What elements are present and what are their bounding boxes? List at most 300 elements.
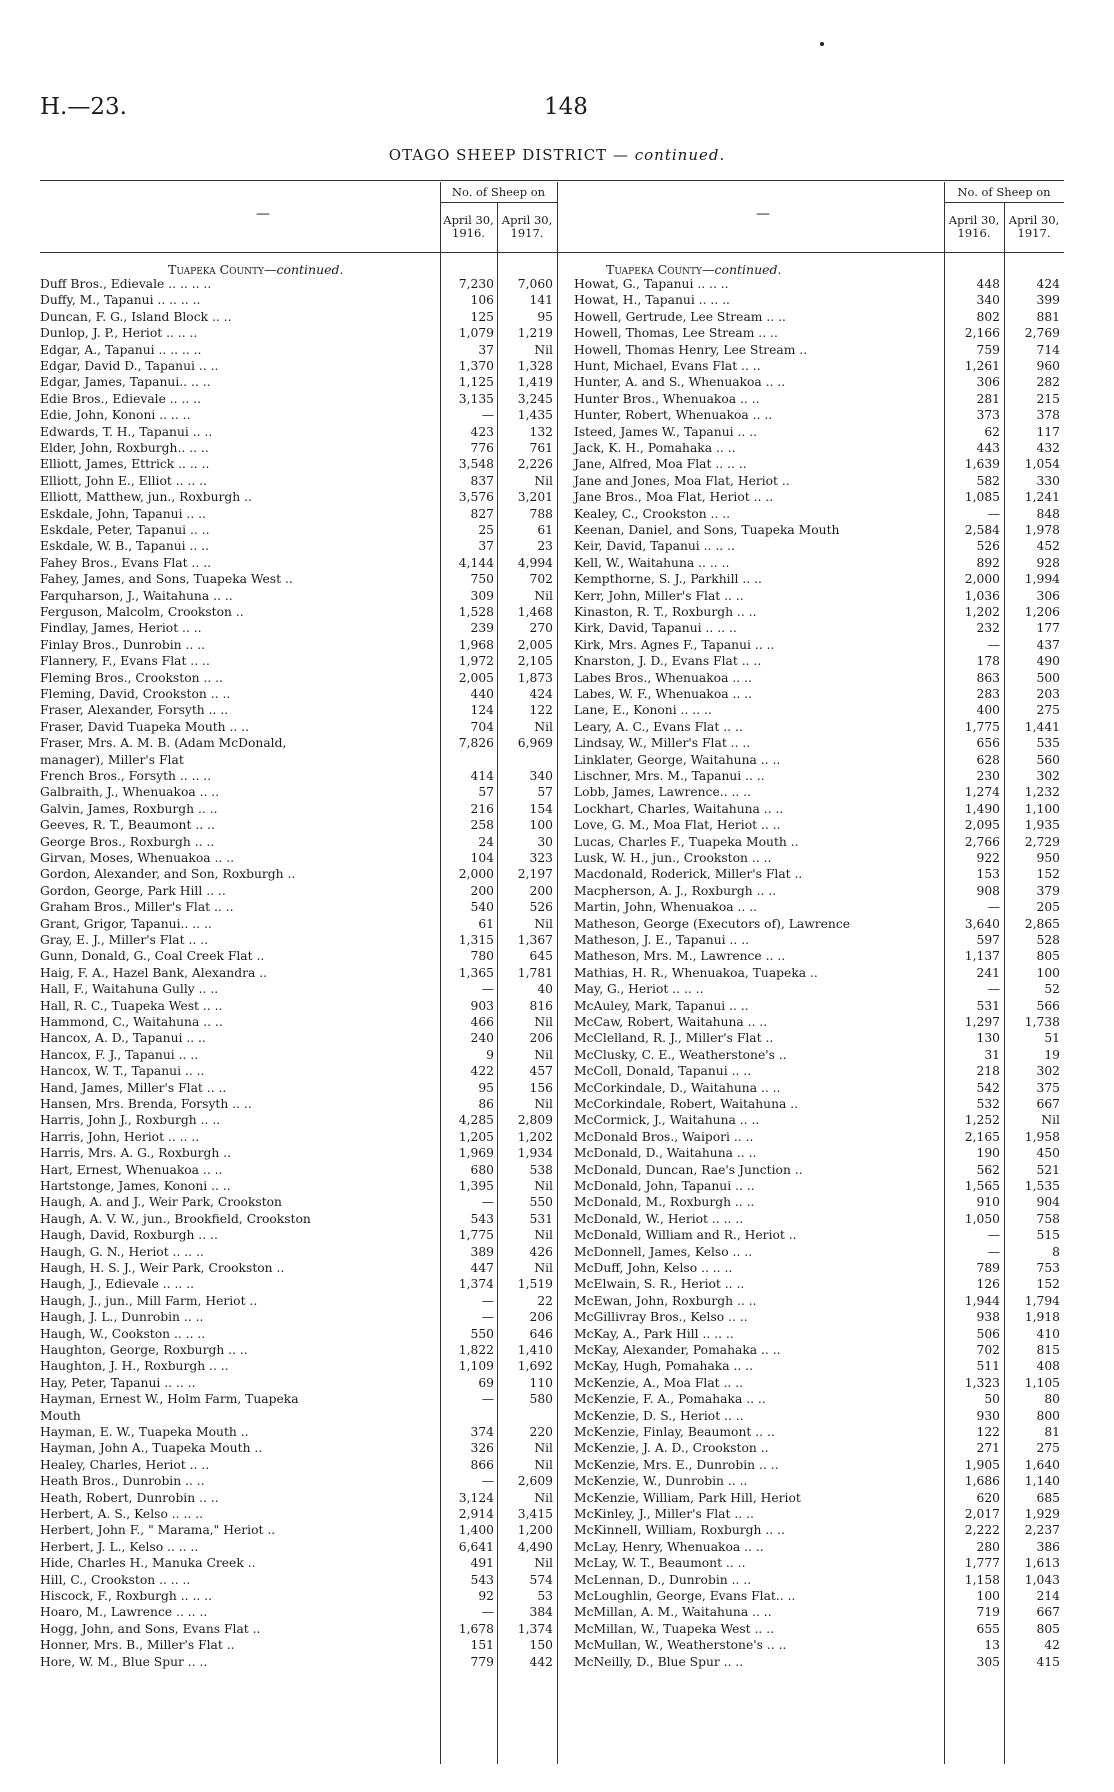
table-row [574, 801, 1064, 817]
owner-name: McElwain, S. R., Heriot .. .. [574, 1277, 745, 1292]
sheep-1917: 2,609 [517, 1474, 553, 1489]
owner-name: McKenzie, W., Dunrobin .. .. [574, 1474, 748, 1489]
table-row [574, 1030, 1064, 1046]
sheep-1916: 440 [470, 687, 494, 701]
table-row [40, 309, 557, 325]
table-row [40, 1440, 557, 1456]
owner-name: McDonald Bros., Waipori .. .. [574, 1129, 754, 1144]
sheep-1917: 1,419 [517, 375, 553, 390]
table-row [40, 817, 557, 833]
table-row [40, 1424, 557, 1440]
owner-name: Hayman, John A., Tuapeka Mouth .. [40, 1441, 263, 1456]
owner-name: Keenan, Daniel, and Sons, Tuapeka Mouth [574, 523, 840, 537]
sheep-1916: 719 [976, 1605, 1000, 1620]
sheep-1917: 275 [1036, 1441, 1060, 1456]
owner-name: Gordon, George, Park Hill .. .. [40, 883, 226, 898]
owner-name: McGillivray Bros., Kelso .. .. [574, 1310, 748, 1325]
table-row [40, 1588, 557, 1604]
sheep-1916: 506 [976, 1326, 1000, 1341]
owner-name: Howell, Thomas, Lee Stream .. .. [574, 326, 778, 341]
sheep-1916: 1,036 [964, 588, 1000, 603]
table-row [40, 784, 557, 800]
owner-name: Jane Bros., Moa Flat, Heriot .. .. [574, 490, 774, 505]
sheep-1916: 908 [976, 883, 1000, 898]
owner-name: Howell, Gertrude, Lee Stream .. .. [574, 309, 786, 324]
table-row [40, 998, 557, 1014]
table-row [574, 1440, 1064, 1456]
table-row [40, 1342, 557, 1358]
owner-name: McKenzie, A., Moa Flat .. .. [574, 1375, 744, 1390]
table-row [574, 1473, 1064, 1489]
sheep-1916: 702 [976, 1343, 1000, 1357]
table-row [40, 1063, 557, 1079]
table-row [40, 1227, 557, 1243]
sheep-1916: 1,274 [964, 785, 1000, 800]
table-row [574, 670, 1064, 686]
sheep-1916: 218 [976, 1064, 1000, 1079]
table-row [574, 374, 1064, 390]
sheep-1917: 1,100 [1024, 801, 1060, 816]
owner-name: Matheson, George (Executors of), Lawrence [574, 916, 851, 931]
owner-name: Hall, F., Waitahuna Gully .. .. [40, 982, 219, 997]
table-row [574, 391, 1064, 407]
table-row [574, 1604, 1064, 1620]
sheep-1916: 1,137 [964, 949, 1000, 964]
sheep-1916: 1,365 [458, 965, 494, 980]
owner-name: Heath Bros., Dunrobin .. .. [40, 1474, 205, 1489]
table-row [574, 686, 1064, 702]
table-row [40, 555, 557, 571]
owner-name: Elliott, Matthew, jun., Roxburgh .. [40, 490, 252, 505]
owner-name: McColl, Donald, Tapanui .. .. [574, 1064, 752, 1079]
sheep-1916: 802 [976, 309, 1000, 324]
sheep-1916: 1,158 [964, 1572, 1000, 1587]
owner-name: McKenzie, D. S., Heriot .. .. [574, 1408, 744, 1423]
sheep-1917: 52 [1044, 982, 1060, 997]
sheep-1917: 330 [1036, 473, 1060, 488]
owner-name: Hammond, C., Waitahuna .. .. [40, 1015, 223, 1029]
owner-name: Grant, Grigor, Tapanui.. .. .. [40, 916, 212, 931]
sheep-1916: 759 [976, 342, 1000, 357]
table-row [574, 1621, 1064, 1637]
sheep-1916: 532 [976, 1097, 1000, 1111]
table-row [574, 1129, 1064, 1145]
owner-name: Martin, John, Whenuakoa .. .. [574, 900, 758, 915]
table-row [574, 998, 1064, 1014]
table-row [574, 1588, 1064, 1604]
sheep-1916: 1,969 [458, 1146, 494, 1161]
table-row [574, 653, 1064, 669]
owner-name: Duffy, M., Tapanui .. .. .. .. [40, 293, 201, 308]
sheep-1917: 2,197 [517, 867, 553, 882]
owner-name: Kempthorne, S. J., Parkhill .. .. [574, 572, 762, 587]
sheep-1916: 2,222 [964, 1523, 1000, 1538]
table-row [574, 571, 1064, 587]
owner-name: Lindsay, W., Miller's Flat .. .. [574, 736, 751, 751]
sheep-1917: 1,200 [517, 1523, 553, 1538]
left-col2-header: April 30, 1917. [501, 213, 553, 240]
table-row [40, 735, 557, 751]
sheep-1917: 1,468 [517, 605, 553, 619]
title-continued: continued. [634, 146, 726, 164]
table-row [40, 1178, 557, 1194]
sheep-1916: 153 [976, 867, 1000, 882]
sheep-1916: 443 [976, 441, 1000, 455]
sheep-1917: 490 [1036, 654, 1060, 669]
sheep-1916: 620 [976, 1490, 1000, 1505]
sheep-1917: 302 [1036, 769, 1060, 783]
sheep-1917: Nil [534, 1441, 553, 1456]
sheep-1916: 2,766 [964, 834, 1000, 849]
sheep-1916: 1,686 [964, 1474, 1000, 1489]
sheep-1917: 22 [537, 1293, 553, 1308]
sheep-1917: 408 [1036, 1359, 1060, 1374]
sheep-1917: Nil [534, 916, 553, 931]
sheep-1916: 531 [976, 998, 1000, 1013]
sheep-1916: 562 [976, 1162, 1000, 1177]
owner-name: McDonald, Duncan, Rae's Junction .. [574, 1162, 803, 1177]
sheep-1917: 526 [529, 900, 553, 915]
table-row [40, 374, 557, 390]
sheep-1917: 379 [1036, 883, 1060, 898]
sheep-1917: 4,994 [517, 555, 553, 570]
table-row [574, 1047, 1064, 1063]
sheep-1916: 414 [470, 769, 494, 783]
sheep-1916: 448 [976, 277, 1000, 291]
owner-name: McKinnell, William, Roxburgh .. .. [574, 1523, 785, 1538]
sheep-1917: 375 [1036, 1080, 1060, 1095]
sheep-1917: 1,535 [1024, 1179, 1060, 1193]
owner-name: Kerr, John, Miller's Flat .. .. [574, 588, 744, 603]
sheep-1916: 750 [470, 572, 494, 587]
sheep-1916: 95 [478, 1080, 494, 1095]
owner-name: McDuff, John, Kelso .. .. .. [574, 1261, 733, 1275]
table-row [574, 1112, 1064, 1128]
owner-name: Haugh, J., Edievale .. .. .. [40, 1277, 195, 1292]
sheep-1916: 1,374 [458, 1277, 494, 1292]
sheep-1917: 2,865 [1024, 916, 1060, 931]
owner-name: Haugh, W., Cookston .. .. .. [40, 1326, 206, 1341]
sheep-1916: 1,323 [964, 1375, 1000, 1390]
sheep-1916: 1,395 [458, 1179, 494, 1193]
table-row [40, 1522, 557, 1538]
owner-name: McClelland, R. J., Miller's Flat .. [574, 1031, 774, 1046]
table-row [574, 1375, 1064, 1391]
table-row [574, 1293, 1064, 1309]
table-row [574, 424, 1064, 440]
sheep-1917: 848 [1036, 506, 1060, 521]
left-name-header: — [256, 206, 270, 222]
sheep-1916: 930 [976, 1408, 1000, 1423]
sheep-1916: 122 [976, 1425, 1000, 1439]
sheep-1916: 3,576 [458, 490, 494, 505]
owner-name: Galvin, James, Roxburgh .. .. [40, 801, 218, 816]
sheep-1917: 424 [1036, 277, 1060, 291]
sheep-1917: 881 [1036, 309, 1060, 324]
owner-name: Lucas, Charles F., Tuapeka Mouth .. [574, 834, 799, 849]
sheep-1916: 100 [976, 1589, 1000, 1603]
table-row [40, 801, 557, 817]
table-row [574, 1096, 1064, 1112]
sheep-1917: 1,374 [517, 1621, 553, 1636]
sheep-1917: 685 [1036, 1490, 1060, 1505]
owner-name: Eskdale, John, Tapanui .. .. [40, 506, 206, 521]
table-row [574, 850, 1064, 866]
sheep-1917: 1,613 [1024, 1556, 1060, 1571]
owner-name: Kirk, David, Tapanui .. .. .. [574, 621, 737, 636]
sheep-1917: Nil [534, 1179, 553, 1193]
table-row [574, 1555, 1064, 1571]
owner-name: Leary, A. C., Evans Flat .. .. [574, 719, 743, 734]
sheep-1916: — [481, 408, 494, 423]
owner-name: Herbert, J. L., Kelso .. .. .. [40, 1539, 199, 1554]
table-row [40, 932, 557, 948]
sheep-1916: 422 [470, 1064, 494, 1079]
sheep-1917: 531 [529, 1211, 553, 1226]
sheep-1916: — [987, 1228, 1000, 1243]
owner-name: Hoaro, M., Lawrence .. .. .. [40, 1605, 208, 1620]
owner-name: Hayman, Ernest W., Holm Farm, Tuapeka [40, 1392, 299, 1407]
table-row [40, 686, 557, 702]
owner-name: Lane, E., Kononi .. .. .. [574, 703, 712, 718]
owner-name: Jack, K. H., Pomahaka .. .. [574, 441, 736, 455]
table-row [574, 899, 1064, 915]
sheep-1917: 386 [1036, 1539, 1060, 1554]
owner-name: Finlay Bros., Dunrobin .. .. [40, 637, 206, 652]
sheep-1916: — [987, 637, 1000, 652]
sheep-1917: 95 [537, 309, 553, 324]
table-row [40, 948, 557, 964]
sheep-1916: 1,202 [964, 605, 1000, 619]
table-row [40, 768, 557, 784]
sheep-1917: 1,873 [517, 670, 553, 685]
sheep-1917: 3,415 [517, 1507, 553, 1521]
sheep-1917: 19 [1044, 1047, 1060, 1062]
owner-name: Lusk, W. H., jun., Crookston .. .. [574, 851, 772, 865]
table-row [574, 735, 1064, 751]
sheep-1917: 515 [1036, 1228, 1060, 1243]
sheep-1916: 104 [470, 851, 494, 865]
sheep-1916: 779 [470, 1654, 494, 1669]
header-top-rule [40, 180, 1064, 181]
owner-name: Kinaston, R. T., Roxburgh .. .. [574, 605, 757, 619]
sheep-1916: 1,639 [964, 457, 1000, 472]
owner-name: Gordon, Alexander, and Son, Roxburgh .. [40, 867, 296, 882]
owner-name: Kealey, C., Crookston .. .. [574, 506, 731, 521]
sheep-1917: 215 [1036, 391, 1060, 406]
sheep-1916: 1,777 [964, 1556, 1000, 1571]
sheep-1917: 1,202 [517, 1129, 553, 1144]
sheep-1917: 645 [529, 949, 553, 964]
sheep-1916: 50 [984, 1392, 1000, 1407]
sheep-1917: 535 [1036, 736, 1060, 751]
owner-name: Edgar, James, Tapanui.. .. .. [40, 375, 211, 390]
sheep-1916: 704 [470, 719, 494, 734]
sheep-1917: 646 [529, 1326, 553, 1341]
sheep-1917: 1,219 [517, 326, 553, 341]
sheep-1917: 800 [1036, 1408, 1060, 1423]
owner-name: Jane and Jones, Moa Flat, Heriot .. [574, 473, 790, 488]
owner-name: Hand, James, Miller's Flat .. .. [40, 1080, 227, 1095]
sheep-1917: Nil [534, 1015, 553, 1029]
sheep-1917: 200 [529, 883, 553, 898]
table-row [574, 1227, 1064, 1243]
table-row [574, 866, 1064, 882]
sheep-1917: 1,958 [1024, 1129, 1060, 1144]
sheep-1916: 37 [478, 342, 494, 357]
sheep-1917: 2,005 [517, 637, 553, 652]
sheep-1916: 827 [470, 506, 494, 521]
table-row [40, 588, 557, 604]
header-bottom-rule [40, 252, 1064, 253]
table-row [40, 1391, 557, 1407]
owner-name: McLay, W. T., Beaumont .. .. [574, 1556, 746, 1571]
table-row [40, 571, 557, 587]
sheep-1917: 302 [1036, 1064, 1060, 1079]
sheep-1916: 628 [976, 752, 1000, 767]
table-row [574, 1637, 1064, 1653]
table-row [40, 1194, 557, 1210]
table-row [574, 276, 1064, 292]
owner-name: Edie Bros., Edievale .. .. .. [40, 391, 202, 406]
owner-name: Fleming Bros., Crookston .. .. [40, 670, 223, 685]
sheep-1917: Nil [534, 342, 553, 357]
sheep-1916: 69 [478, 1375, 494, 1390]
owner-name: Flannery, F., Evans Flat .. .. [40, 654, 210, 669]
owner-name: Girvan, Moses, Whenuakoa .. .. [40, 851, 235, 865]
owner-name: Hansen, Mrs. Brenda, Forsyth .. .. [40, 1097, 252, 1111]
owner-name: Matheson, J. E., Tapanui .. .. [574, 933, 750, 947]
table-row [40, 702, 557, 718]
owner-name: Hiscock, F., Roxburgh .. .. .. [40, 1589, 212, 1603]
sheep-1916: 6,641 [458, 1539, 494, 1554]
sheep-1916: 1,297 [964, 1015, 1000, 1029]
sheep-1916: 680 [470, 1162, 494, 1177]
owner-name: Duff Bros., Edievale .. .. .. .. [40, 277, 212, 291]
left-group-header: No. of Sheep on [451, 185, 546, 199]
owner-name: McMillan, A. M., Waitahuna .. .. [574, 1605, 772, 1620]
table-row [574, 1063, 1064, 1079]
table-row [40, 752, 557, 768]
sheep-1916: — [987, 900, 1000, 915]
table-row [574, 752, 1064, 768]
owner-name: Haugh, J. L., Dunrobin .. .. [40, 1310, 204, 1325]
sheep-1917: 788 [529, 506, 553, 521]
sheep-1917: 2,769 [1024, 326, 1060, 341]
table-row [574, 1654, 1064, 1670]
sheep-1916: 13 [984, 1638, 1000, 1653]
owner-name: Hide, Charles H., Manuka Creek .. [40, 1556, 256, 1571]
table-row [574, 1244, 1064, 1260]
table-row [574, 1276, 1064, 1292]
sheep-1916: 2,095 [964, 818, 1000, 833]
sheep-1917: 1,692 [517, 1359, 553, 1374]
table-row [40, 1539, 557, 1555]
table-row [574, 1391, 1064, 1407]
owner-name: Dunlop, J. P., Heriot .. .. .. [40, 326, 198, 341]
owner-name: Fleming, David, Crookston .. .. [40, 687, 231, 701]
table-row [40, 1293, 557, 1309]
table-row [574, 1424, 1064, 1440]
sheep-1916: 306 [976, 375, 1000, 390]
table-row [40, 1457, 557, 1473]
table-row [574, 1260, 1064, 1276]
sheep-1916: 1,085 [964, 490, 1000, 505]
owner-name: Hill, C., Crookston .. .. .. [40, 1572, 191, 1587]
table-row [574, 932, 1064, 948]
sheep-1916: — [481, 982, 494, 997]
table-row [40, 1112, 557, 1128]
owner-name: Hunter Bros., Whenuakoa .. .. [574, 391, 760, 406]
table-row [40, 1326, 557, 1342]
owner-name: Matheson, Mrs. M., Lawrence .. .. [574, 949, 786, 964]
owner-name: McKenzie, J. A. D., Crookston .. [574, 1441, 769, 1456]
owner-name: Howell, Thomas Henry, Lee Stream .. [574, 342, 808, 357]
table-row [40, 538, 557, 554]
sheep-1916: 543 [470, 1211, 494, 1226]
sheep-1917: 80 [1044, 1392, 1060, 1407]
sheep-1917: 100 [1036, 965, 1060, 980]
table-row [40, 1309, 557, 1325]
owner-name: McDonald, John, Tapanui .. .. [574, 1179, 755, 1193]
sheep-1917: 424 [529, 687, 553, 701]
sheep-1917: 950 [1036, 851, 1060, 865]
sheep-1916: 550 [470, 1326, 494, 1341]
table-row [40, 1129, 557, 1145]
owner-name: McDonald, D., Waitahuna .. .. [574, 1146, 757, 1161]
table-row [574, 784, 1064, 800]
sheep-1916: 125 [470, 309, 494, 324]
owner-name: McKay, A., Park Hill .. .. .. [574, 1326, 734, 1341]
table-row [574, 1309, 1064, 1325]
sheep-1917: Nil [534, 1556, 553, 1571]
sheep-1916: 543 [470, 1572, 494, 1587]
owner-name: Kirk, Mrs. Agnes F., Tapanui .. .. [574, 637, 775, 652]
right-group-header: No. of Sheep on [957, 185, 1051, 199]
table-row [40, 1637, 557, 1653]
owner-name: McDonald, W., Heriot .. .. .. [574, 1211, 744, 1226]
sheep-1916: 2,005 [458, 670, 494, 685]
sheep-1917: 2,105 [517, 654, 553, 669]
owner-name: Isteed, James W., Tapanui .. .. [574, 424, 757, 439]
sheep-1916: 1,678 [458, 1621, 494, 1636]
sheep-1916: 1,528 [458, 605, 494, 619]
table-row [574, 489, 1064, 505]
sheep-1917: 714 [1036, 342, 1060, 357]
sheep-1916: 1,109 [458, 1359, 494, 1374]
table-row [574, 948, 1064, 964]
owner-name: McKay, Alexander, Pomahaka .. .. [574, 1343, 781, 1357]
owner-name: Hall, R. C., Tuapeka West .. .. [40, 998, 223, 1013]
sheep-1916: 2,584 [964, 523, 1000, 537]
owner-name: Hart, Ernest, Whenuakoa .. .. [40, 1162, 223, 1177]
sheep-1917: Nil [534, 1228, 553, 1243]
table-row [40, 276, 557, 292]
sheep-1916: 92 [478, 1589, 494, 1603]
owner-name: Haugh, A. and J., Weir Park, Crookston [40, 1195, 282, 1210]
table-row [40, 883, 557, 899]
sheep-1916: — [987, 982, 1000, 997]
owner-name: McDonald, M., Roxburgh .. .. [574, 1195, 755, 1210]
table-row [40, 1145, 557, 1161]
sheep-1917: 452 [1036, 539, 1060, 554]
sheep-1917: 206 [529, 1310, 553, 1325]
table-row [574, 1358, 1064, 1374]
sheep-1916: — [481, 1474, 494, 1489]
table-row [40, 506, 557, 522]
table-row [40, 719, 557, 735]
sheep-1916: 281 [976, 391, 1000, 406]
